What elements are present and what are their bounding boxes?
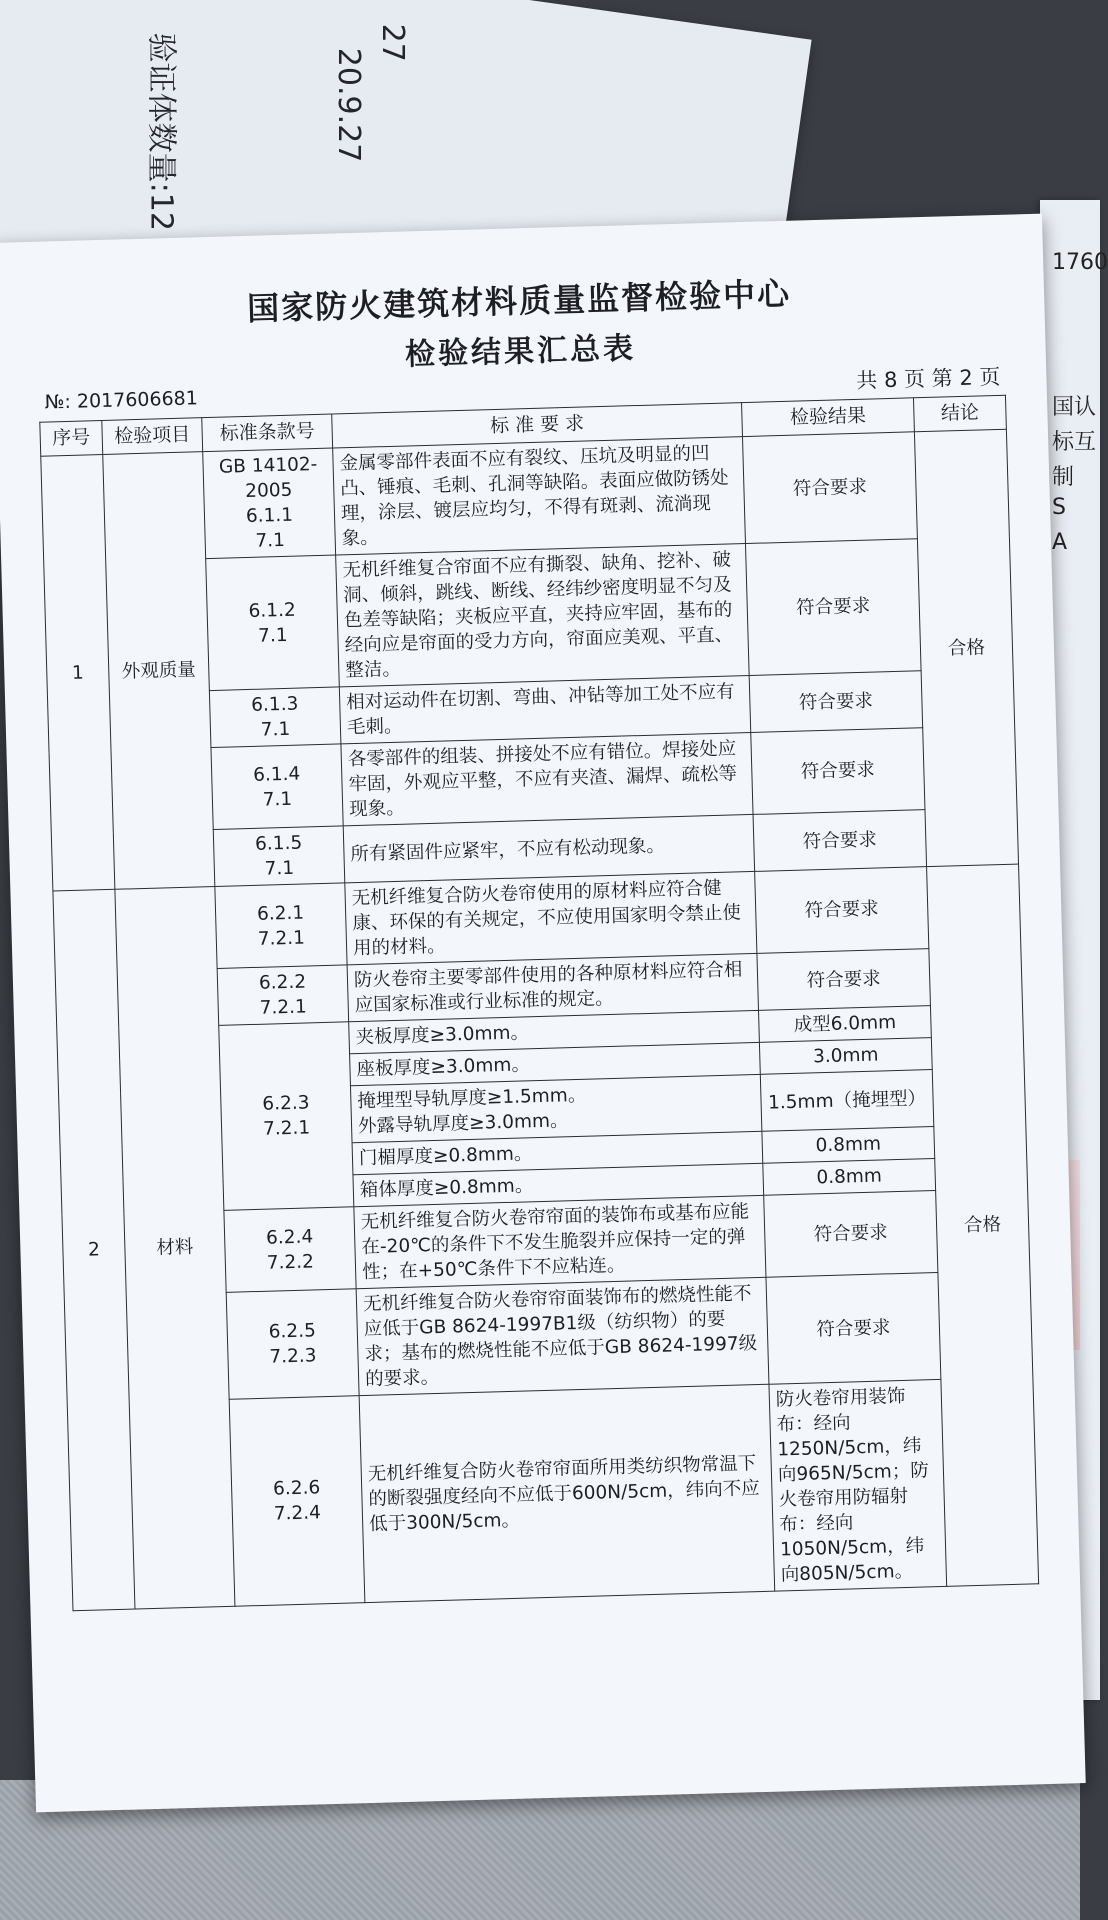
clause-number: 6.1.3 7.1 bbox=[209, 687, 341, 748]
verdict: 合格 bbox=[914, 429, 1018, 866]
requirement-text: 无机纤维复合帘面不应有撕裂、缺角、挖补、破洞、倾斜，跳线、断线、经纬纱密度明显不匀及色差等缺陷；夹板应平直，夹持应牢固，基布的经向应是帘面的受力方向，帘面应美观、平直、整洁。 bbox=[336, 544, 750, 687]
bg-text: 1760 bbox=[1052, 250, 1108, 275]
inspection-result: 符合要求 bbox=[755, 867, 929, 954]
inspection-result: 1.5mm（掩埋型） bbox=[760, 1070, 934, 1132]
inspection-result: 符合要求 bbox=[745, 539, 921, 676]
row-number: 2 bbox=[53, 889, 135, 1610]
inspection-result: 符合要求 bbox=[757, 949, 931, 1011]
header-item: 检验项目 bbox=[102, 418, 203, 455]
bg-text: 20.9.27 bbox=[331, 47, 367, 163]
inspection-result: 符合要求 bbox=[742, 432, 917, 544]
inspection-result: 3.0mm bbox=[759, 1038, 932, 1075]
requirement-text: 金属零部件表面不应有裂纹、压坑及明显的凹凸、锤痕、毛刺、孔洞等缺陷。表面应做防锈处理，涂层、镀层应均匀，不得有斑剥、流淌现象。 bbox=[333, 437, 746, 555]
requirement-text: 防火卷帘主要零部件使用的各种原材料应符合相应国家标准或行业标准的规定。 bbox=[347, 953, 758, 1021]
requirement-text: 门楣厚度≥0.8mm。 bbox=[352, 1131, 763, 1174]
requirement-text: 相对运动件在切割、弯曲、冲钻等加工处不应有毛刺。 bbox=[339, 676, 750, 744]
inspection-result: 0.8mm bbox=[762, 1127, 935, 1164]
document-subtitle: 检验结果汇总表 bbox=[404, 331, 637, 373]
bg-text: 验证体数量:12 bbox=[143, 32, 179, 231]
requirement-text: 所有紧固件应紧牢，不应有松动现象。 bbox=[343, 814, 754, 882]
inspection-result: 符合要求 bbox=[753, 810, 927, 872]
requirement-text: 无机纤维复合防火卷帘使用的原材料应符合健康、环保的有关规定，不应使用国家明令禁止使用的材料。 bbox=[345, 871, 757, 964]
header-requirement: 标 准 要 求 bbox=[332, 403, 743, 448]
requirement-text: 无机纤维复合防火卷帘帘面装饰布的燃烧性能不应低于GB 8624-1997B1级（纺织物）的要求；基布的燃烧性能不应低于GB 8624-1997级的要求。 bbox=[356, 1277, 769, 1395]
clause-number: 6.2.5 7.2.3 bbox=[226, 1289, 359, 1400]
clause-number: 6.1.4 7.1 bbox=[211, 744, 343, 830]
verdict: 合格 bbox=[927, 864, 1039, 1586]
inspection-result: 符合要求 bbox=[751, 728, 925, 815]
requirement-text: 无机纤维复合防火卷帘帘面的装饰布或基布应能在-20℃的条件下不发生脆裂并应保持一定的弹性；在+50℃条件下不应粘连。 bbox=[354, 1195, 766, 1288]
document-number: №: 2017606681 bbox=[44, 387, 199, 414]
page-info: 共 8 页 第 2 页 bbox=[856, 364, 1001, 393]
document-title: 国家防火建筑材料质量监督检验中心 bbox=[246, 274, 792, 328]
requirement-text: 各零部件的组装、拼接处不应有错位。焊接处应牢固，外观应平整，不应有夹渣、漏焊、疏松等现象。 bbox=[341, 732, 753, 825]
bg-text: A bbox=[1052, 530, 1068, 555]
requirement-text: 箱体厚度≥0.8mm。 bbox=[353, 1163, 764, 1206]
header-clause: 标准条款号 bbox=[202, 414, 333, 452]
requirement-text: 无机纤维复合防火卷帘帘面所用类纺织物常温下的断裂强度经向不应低于600N/5cm，纬向不应低于300N/5cm。 bbox=[359, 1384, 775, 1602]
clause-number: 6.2.1 7.2.1 bbox=[215, 883, 347, 969]
clause-number: 6.2.2 7.2.1 bbox=[217, 965, 349, 1026]
requirement-text: 掩埋型导轨厚度≥1.5mm。 外露导轨厚度≥3.0mm。 bbox=[350, 1074, 761, 1142]
inspection-result: 成型6.0mm bbox=[759, 1006, 932, 1043]
header-result: 检验结果 bbox=[742, 398, 915, 437]
inspection-result: 符合要求 bbox=[749, 671, 923, 733]
bg-text: 国认 bbox=[1052, 395, 1097, 420]
results-table bbox=[39, 395, 1039, 1612]
inspection-result: 符合要求 bbox=[764, 1190, 938, 1277]
bg-text: 27 bbox=[374, 23, 410, 62]
row-number: 1 bbox=[41, 454, 115, 891]
bg-text: S bbox=[1052, 495, 1066, 520]
inspection-result: 防火卷帘用装饰布：经向1250N/5cm，纬向965N/5cm；防火卷帘用防辐射布：经向1050N/5cm，纬向805N/5cm。 bbox=[769, 1379, 947, 1591]
inspection-result: 0.8mm bbox=[763, 1159, 936, 1196]
bg-text: 标互 bbox=[1052, 430, 1097, 455]
inspection-item: 外观质量 bbox=[103, 452, 215, 890]
clause-number: GB 14102- 2005 6.1.1 7.1 bbox=[203, 448, 336, 559]
clause-number: 6.2.6 7.2.4 bbox=[229, 1396, 365, 1607]
requirement-text: 夹板厚度≥3.0mm。 bbox=[349, 1010, 760, 1053]
clause-number: 6.2.3 7.2.1 bbox=[219, 1022, 354, 1211]
header-no: 序号 bbox=[40, 420, 103, 456]
bg-text: 制 bbox=[1052, 465, 1075, 490]
header-verdict: 结论 bbox=[913, 395, 1006, 432]
inspection-result: 符合要求 bbox=[766, 1272, 941, 1384]
inspection-item: 材料 bbox=[115, 887, 235, 1610]
clause-number: 6.1.5 7.1 bbox=[213, 826, 345, 887]
clause-number: 6.2.4 7.2.2 bbox=[224, 1207, 356, 1293]
inspection-document bbox=[0, 214, 1086, 1813]
clause-number: 6.1.2 7.1 bbox=[206, 555, 340, 691]
requirement-text: 座板厚度≥3.0mm。 bbox=[350, 1042, 761, 1085]
